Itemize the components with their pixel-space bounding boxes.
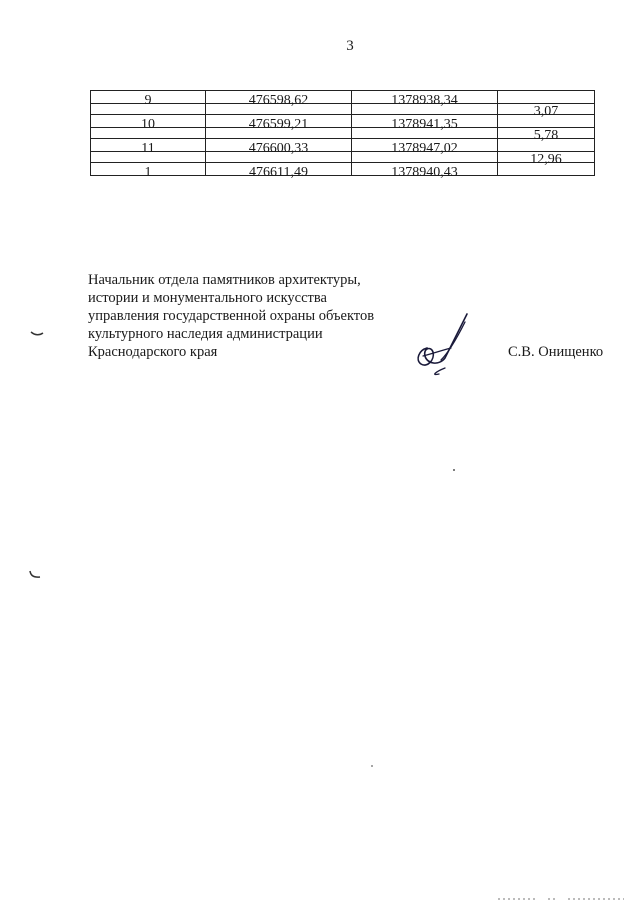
x-coordinate-cell: [206, 163, 352, 180]
page-number: 3: [346, 38, 354, 54]
cell-value: 1378940,43: [391, 165, 458, 180]
handwritten-signature: [405, 308, 485, 378]
cell-value: 1378947,02: [391, 141, 458, 156]
y-coordinate-cell: [352, 163, 498, 180]
distance-cell: [498, 91, 595, 104]
cell-value: 12,96: [530, 152, 562, 167]
table-row-point: [91, 139, 595, 152]
coordinates-table-body: [91, 91, 595, 180]
cell-value: 476598,62: [248, 93, 309, 108]
point-number-cell: [91, 163, 206, 180]
coordinates-table: [90, 90, 595, 180]
x-coordinate-cell: [206, 139, 352, 156]
cell-value: 1378938,34: [391, 93, 458, 108]
x-coordinate-cell: [206, 91, 352, 108]
signatory-title-line: Краснодарского края: [88, 344, 218, 360]
signatory-name: С.В. Онищенко: [508, 344, 604, 360]
table-row-distance: [91, 104, 595, 115]
scan-edge-mark: [496, 896, 626, 902]
punch-hole-mark: [28, 570, 42, 580]
distance-cell: [498, 152, 595, 167]
point-number-cell: [91, 115, 206, 132]
cell-value: 9: [144, 93, 152, 108]
cell-value: 476611,49: [249, 165, 308, 180]
signatory-title-line: истории и монументального искусства: [88, 290, 327, 306]
table-row-distance: [91, 128, 595, 139]
cell-value: 5,78: [533, 128, 559, 143]
signatory-title-line: Начальник отдела памятников архитектуры,: [88, 272, 361, 288]
cell-value: 476599,21: [248, 117, 309, 132]
point-number-cell: [91, 91, 206, 108]
cell-value: 11: [141, 141, 155, 156]
y-coordinate-cell: [352, 91, 498, 108]
y-coordinate-cell: [352, 115, 498, 132]
x-coordinate-cell: [206, 115, 352, 132]
table-row-point: [91, 91, 595, 104]
cell-value: 3,07: [533, 104, 559, 119]
cell-value: 1: [144, 165, 152, 180]
distance-cell: [498, 104, 595, 119]
distance-cell: [498, 128, 595, 143]
signatory-title: [88, 271, 418, 361]
cell-value: 476600,33: [248, 141, 309, 156]
point-number-cell: [91, 139, 206, 156]
cell-value: 1378941,35: [391, 117, 458, 132]
punch-hole-mark: [30, 330, 44, 338]
table-row-distance: [91, 152, 595, 163]
table-row-point: [91, 163, 595, 176]
signatory-title-line: культурного наследия администрации: [88, 326, 323, 342]
y-coordinate-cell: [352, 139, 498, 156]
cell-value: 10: [141, 117, 155, 132]
table-row-point: [91, 115, 595, 128]
speck-mark: [370, 764, 374, 768]
signatory-title-line: управления государственной охраны объектов: [88, 308, 375, 324]
speck-mark: [452, 468, 456, 472]
